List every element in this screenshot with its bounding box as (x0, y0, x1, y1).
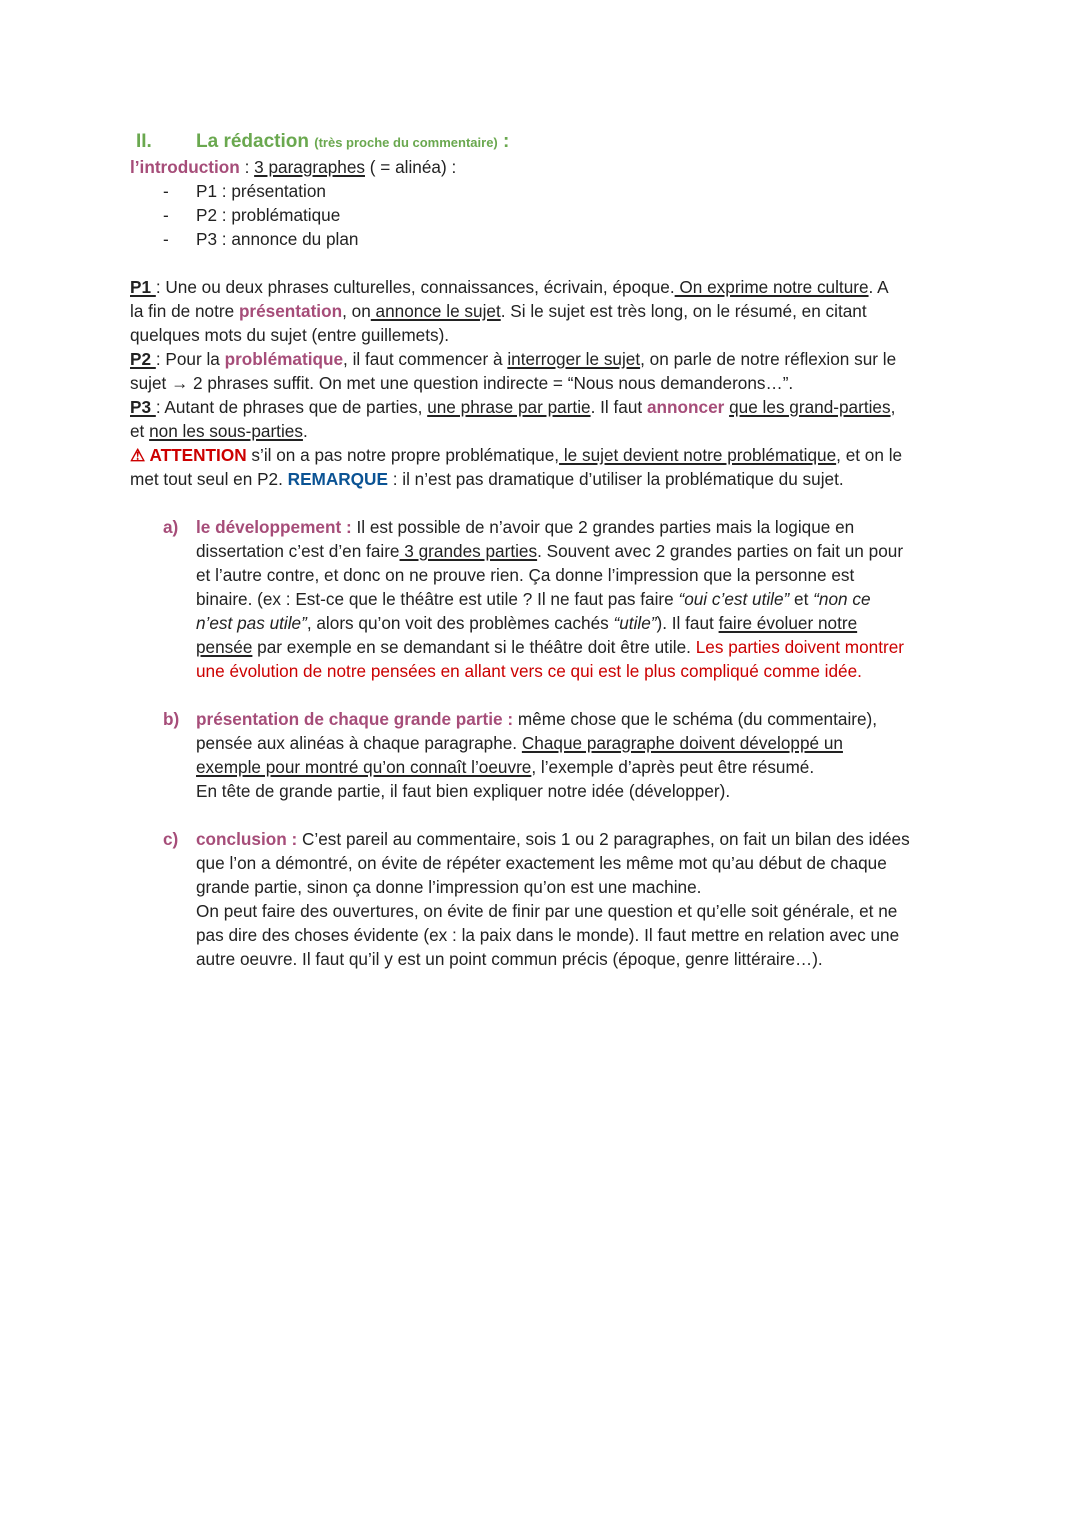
section-presentation-partie: b) présentation de chaque grande partie : même chose que le schéma (du commentaire), pensée aux alinéas à chaque paragraphe. Chaque paragraphe doivent développé un exemple pour montré qu’on connaît l’oeuvre, l’exemple d’après peut être résumé. En tête de grande partie, il faut bien expliquer notre idée (développer). (163, 709, 878, 801)
section-title-presentation: présentation de chaque grande partie : (196, 709, 514, 729)
section-numeral: II. (136, 131, 152, 152)
paragraph-p2: P2 : Pour la problématique, il faut commencer à interroger le sujet, on parle de notre réflexion sur le sujet → 2 phrases suffit. On met une question indirecte = “Nous nous demanderons…”. (130, 349, 897, 393)
section-title-conclusion: conclusion : (196, 829, 298, 849)
section-title: La rédaction (196, 131, 309, 152)
paragraph-p3: P3 : Autant de phrases que de parties, une phrase par partie. Il faut annoncer que les grand-parties, et non les sous-parties. (130, 397, 896, 441)
attention-note: ⚠ ATTENTION s’il on a pas notre propre problématique, le sujet devient notre problématique, et on le met tout seul en P2. REMARQUE : il n’est pas dramatique d’utiliser la problématique du sujet. (130, 445, 903, 489)
list-item: - P1 : présentation (163, 181, 326, 201)
p3-tag: P3 (130, 397, 156, 417)
p1-tag: P1 (130, 277, 156, 297)
remark-label: REMARQUE (287, 469, 388, 489)
list-item: - P2 : problématique (163, 205, 341, 225)
document-page (130, 130, 960, 971)
intro-line: l’introduction : 3 paragraphes ( = alinéa) : (130, 157, 457, 177)
paragraph-p1: P1 : Une ou deux phrases culturelles, connaissances, écrivain, époque. On exprime notre culture. A la fin de notre présentation, on annonce le sujet. Si le sujet est très long, on le résumé, en citant quelques mots du sujet (entre guillemets). (130, 277, 889, 345)
section-note: (très proche du commentaire) (314, 135, 498, 150)
list-marker: b) (163, 709, 180, 729)
keyword-problematique: problématique (224, 349, 344, 369)
list-marker: c) (163, 829, 179, 849)
keyword-presentation: présentation (238, 301, 343, 321)
intro-count: 3 paragraphes (254, 157, 365, 177)
section-title-developpement: le développement : (196, 517, 352, 537)
attention-label: ⚠ ATTENTION (130, 445, 247, 465)
section-developpement: a) le développement : Il est possible de n’avoir que 2 grandes parties mais la logique en dissertation c’est d’en faire 3 grandes parties. Souvent avec 2 grandes parties on fait un pour et l’autre contre, et donc on ne prouve rien. Ça donne l’impression que la personne est binaire. (ex : Est-ce que le théâtre est utile ? Il ne faut pas faire “oui c’est utile” et “non ce n’est pas utile”, alors qu’on voit des problèmes cachés “utile”). Il faut faire évoluer notre pensée par exemple en se demandant si le théâtre doit être utile. Les parties doivent montrer une évolution de notre pensées en allant vers ce qui est le plus compliqué comme idée. (163, 517, 904, 681)
list-item: - P3 : annonce du plan (163, 229, 359, 249)
p2-tag: P2 (130, 349, 156, 369)
intro-label: l’introduction (130, 157, 240, 177)
list-marker: a) (163, 517, 179, 537)
section-heading: II. La rédaction (très proche du commentaire) : (130, 130, 960, 155)
section-conclusion: c) conclusion : C’est pareil au commentaire, sois 1 ou 2 paragraphes, on fait un bilan des idées que l’on a démontré, on évite de répéter exactement les même mot qu’au début de chaque grande partie, sinon ça donne l’impression qu’on est une machine. On peut faire des ouvertures, on évite de finir par une question et qu’elle soit générale, et ne pas dire des choses évidente (ex : la paix dans le monde). Il faut mettre en relation avec une autre oeuvre. Il faut qu’il y est un point commun précis (époque, genre littéraire…). (163, 829, 910, 969)
keyword-annoncer: annoncer (646, 397, 725, 417)
